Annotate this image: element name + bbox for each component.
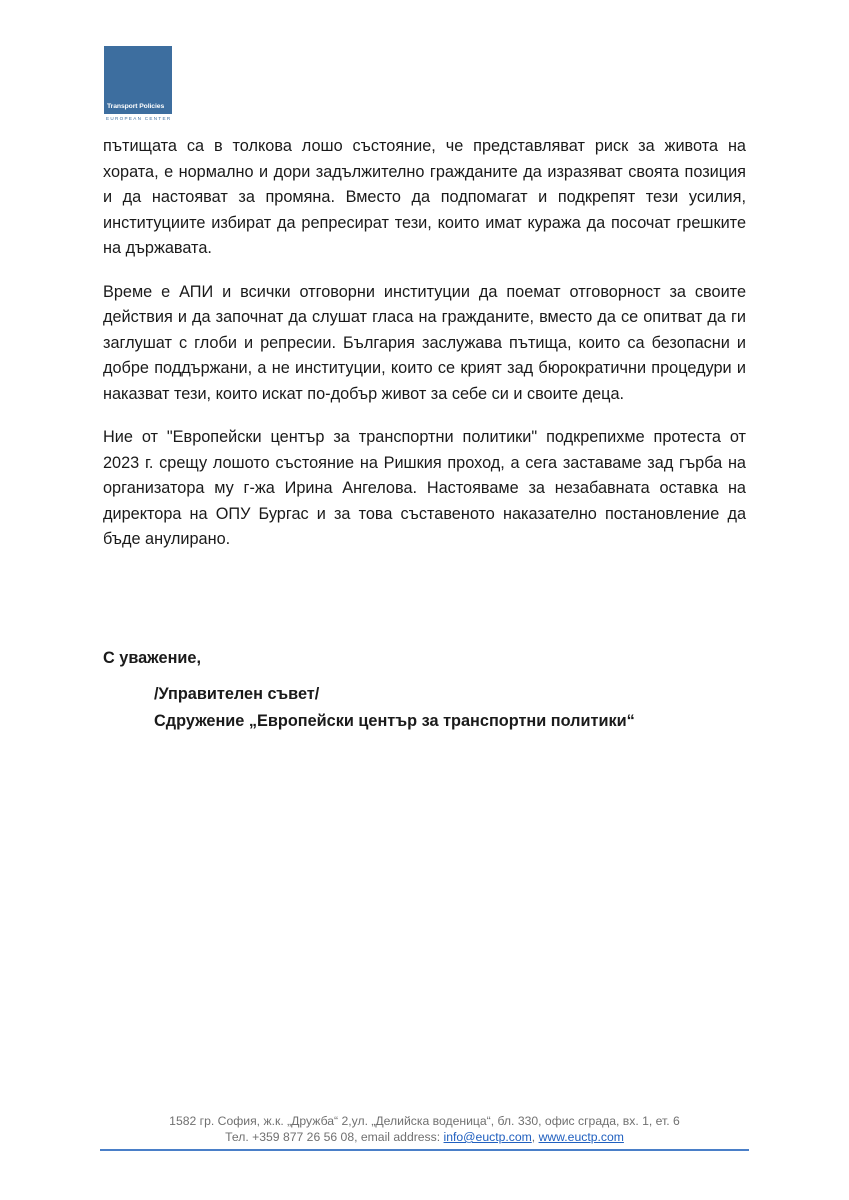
email-link[interactable]: info@euctp.com [443, 1130, 532, 1144]
paragraph: пътищата са в толкова лошо състояние, че представляват риск за живота на хората, е нормално и дори задължително гражданите да изразяват своята позиция и да настояват за промяна. Вместо да подпомагат и подкрепят тези усилия, институциите избират да репресират тези, които имат куража да посочат грешките на държавата. [103, 137, 746, 257]
logo-name: Transport Policies [107, 103, 165, 110]
footer-address: 1582 гр. София, ж.к. „Дружба“ 2,ул. „Делийска воденица“, бл. 330, офис сграда, вх. 1, ет. 6 [169, 1114, 680, 1128]
footer [100, 1113, 749, 1145]
closing-salutation: С уважение, [103, 649, 201, 667]
footer-separator: , [531, 1130, 539, 1144]
letter-body [103, 134, 746, 571]
signature-block [154, 681, 635, 734]
footer-divider [100, 1149, 749, 1151]
logo [104, 46, 172, 114]
paragraph: Ние от "Европейски център за транспортни политики" подкрепихме протеста от 2023 г. срещу лошото състояние на Ришкия проход, а сега заставаме зад гърба на организатора му г-жа Ирина Ангелова. Настояваме за незабавната оставка на директора на ОПУ Бургас и за това съставеното наказателно постановление да бъде анулирано. [103, 428, 746, 548]
logo-subtitle: EUROPEAN CENTER [106, 116, 172, 121]
signature-organization: Сдружение „Европейски център за транспортни политики“ [154, 711, 635, 730]
signature-board: /Управителен съвет/ [154, 685, 320, 703]
footer-contact [100, 1129, 749, 1145]
website-link[interactable]: www.euctp.com [538, 1130, 624, 1144]
paragraph: Време е АПИ и всички отговорни институции да поемат отговорност за своите действия и да започнат да слушат гласа на гражданите, вместо да се опитват да ги заглушат с глоби и репресии. България заслужава пътища, които са безопасни и добре поддържани, а не институции, които се крият зад бюрократични процедури и наказват тези, които искат по-добър живот за себе си и своите деца. [103, 282, 746, 403]
footer-phone: Тел. +359 877 26 56 08, email address: [225, 1130, 444, 1144]
